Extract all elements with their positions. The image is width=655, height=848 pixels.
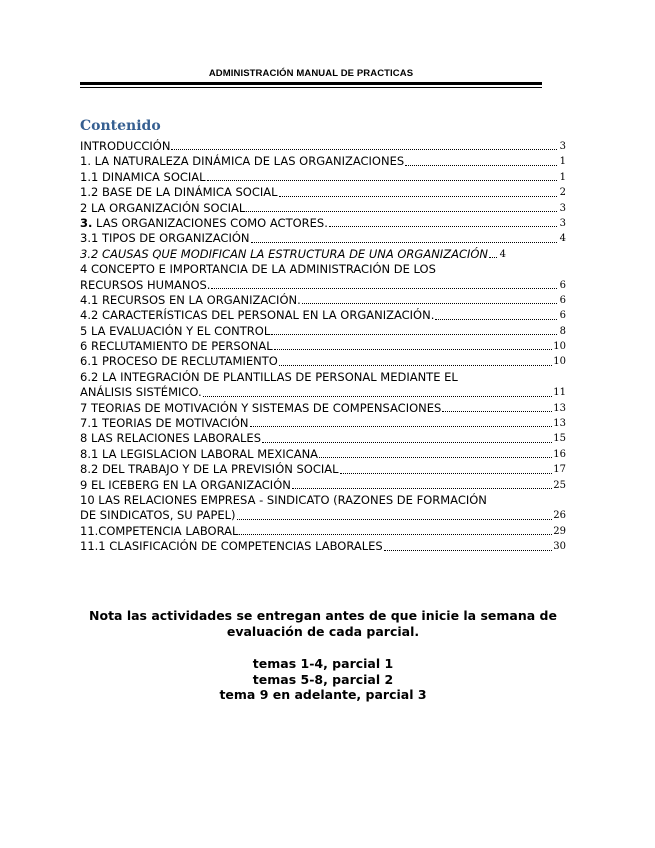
toc-entry-8[interactable]: 8 LAS RELACIONES LABORALES 15 — [80, 431, 566, 446]
toc-entry-9[interactable]: 9 EL ICEBERG EN LA ORGANIZACIÓN 25 — [80, 477, 566, 492]
toc-entry-11-1[interactable]: 11.1 CLASIFICACIÓN DE COMPETENCIAS LABORALES 30 — [80, 539, 566, 554]
toc-heading: Contenido — [80, 118, 161, 134]
toc-entry-1[interactable]: 1. LA NATURALEZA DINÁMICA DE LAS ORGANIZACIONES 1 — [80, 154, 566, 169]
toc-entry-6-2[interactable]: 6.2 LA INTEGRACIÓN DE PLANTILLAS DE PERSONAL MEDIANTE EL ANÁLISIS SISTÉMICO. 11 — [80, 369, 566, 400]
header-rule-thin — [80, 87, 542, 88]
table-of-contents — [80, 139, 566, 555]
delivery-note: Nota las actividades se entregan antes de que inicie la semana de evaluación de cada parcial. — [89, 608, 557, 639]
toc-entry-4[interactable]: 4 CONCEPTO E IMPORTANCIA DE LA ADMINISTRACIÓN DE LOS RECURSOS HUMANOS. 6 — [80, 262, 566, 292]
topics-schedule — [80, 656, 566, 703]
toc-entry-3-2[interactable]: 3.2 CAUSAS QUE MODIFICAN LA ESTRUCTURA DE UNA ORGANIZACIÓN 4 — [80, 246, 507, 261]
toc-entry-6-1[interactable]: 6.1 PROCESO DE RECLUTAMIENTO 10 — [80, 354, 566, 369]
toc-entry-8-2[interactable]: 8.2 DEL TRABAJO Y DE LA PREVISIÓN SOCIAL 17 — [80, 462, 566, 477]
toc-entry-11[interactable]: 11.COMPETENCIA LABORAL 29 — [80, 523, 566, 538]
toc-entry-3[interactable]: 3. LAS ORGANIZACIONES COMO ACTORES. 3 — [80, 215, 566, 230]
toc-entry-1-2[interactable]: 1.2 BASE DE LA DINÁMICA SOCIAL 2 — [80, 185, 566, 200]
toc-entry-2[interactable]: 2 LA ORGANIZACIÓN SOCIAL 3 — [80, 200, 566, 215]
toc-entry-8-1[interactable]: 8.1 LA LEGISLACION LABORAL MEXICANA 16 — [80, 446, 566, 461]
toc-entry-7[interactable]: 7 TEORIAS DE MOTIVACIÓN Y SISTEMAS DE COMPENSACIONES 13 — [80, 400, 566, 415]
schedule-line: tema 9 en adelante, parcial 3 — [219, 687, 427, 702]
toc-entry-1-1[interactable]: 1.1 DINAMICA SOCIAL 1 — [80, 169, 566, 184]
toc-entry-3-1[interactable]: 3.1 TIPOS DE ORGANIZACIÓN 4 — [80, 231, 566, 246]
toc-entry-4-2[interactable]: 4.2 CARACTERÍSTICAS DEL PERSONAL EN LA ORGANIZACIÓN. 6 — [80, 308, 566, 323]
header-rule-thick — [80, 82, 542, 85]
toc-entry-introduccion[interactable]: INTRODUCCIÓN 3 — [80, 138, 566, 153]
toc-entry-5[interactable]: 5 LA EVALUACIÓN Y EL CONTROL 8 — [80, 323, 566, 338]
schedule-line: temas 5-8, parcial 2 — [252, 671, 394, 687]
document-header: ADMINISTRACIÓN MANUAL DE PRACTICAS — [208, 68, 414, 79]
toc-entry-7-1[interactable]: 7.1 TEORIAS DE MOTIVACIÓN 13 — [80, 416, 566, 431]
schedule-line: temas 1-4, parcial 1 — [252, 656, 394, 671]
toc-entry-10[interactable]: 10 LAS RELACIONES EMPRESA - SINDICATO (RAZONES DE FORMACIÓN DE SINDICATOS, SU PAPEL) 26 — [80, 492, 566, 523]
toc-entry-4-1[interactable]: 4.1 RECURSOS EN LA ORGANIZACIÓN. 6 — [80, 292, 566, 307]
toc-entry-6[interactable]: 6 RECLUTAMIENTO DE PERSONAL 10 — [80, 339, 566, 354]
